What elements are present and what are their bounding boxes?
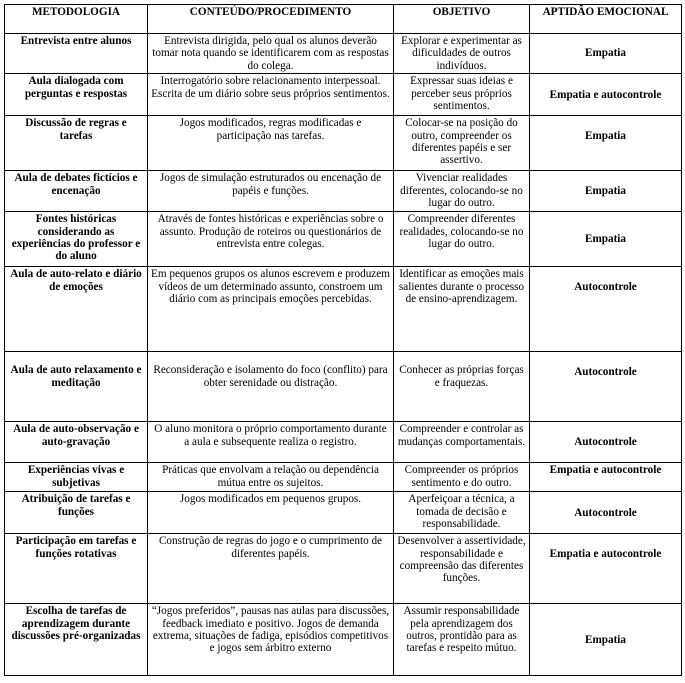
cell-objetivo: Desenvolver a assertividade, responsabilidade e compreensão das diferentes funções.: [394, 534, 530, 604]
cell-objetivo: Aperfeiçoar a técnica, a tomada de decisão e responsabilidade.: [394, 492, 530, 534]
cell-conteudo: Através de fontes históricas e experiências sobre o assunto. Produção de roteiros ou questionários de entrevista entre colegas.: [148, 212, 394, 267]
header-metodologia: METODOLOGIA: [5, 5, 148, 34]
header-objetivo: OBJETIVO: [394, 5, 530, 34]
cell-metodologia: Aula dialogada com perguntas e respostas: [5, 74, 148, 116]
cell-aptidao: Autocontrole: [530, 422, 682, 463]
cell-metodologia: Aula de auto relaxamento e meditação: [5, 352, 148, 422]
cell-objetivo: Identificar as emoções mais salientes durante o processo de ensino-aprendizagem.: [394, 267, 530, 352]
cell-objetivo: Explorar e experimentar as dificuldades de outros indivíduos.: [394, 34, 530, 74]
table-row: [5, 171, 682, 212]
cell-conteudo: Interrogatório sobre relacionamento interpessoal. Escrita de um diário sobre seus próprios sentimentos.: [148, 74, 394, 116]
table-row: [5, 492, 682, 534]
table-row: [5, 34, 682, 74]
cell-objetivo: Colocar-se na posição do outro, compreender os diferentes papéis e ser assertivo.: [394, 116, 530, 171]
cell-conteudo: O aluno monitora o próprio comportamento durante a aula e subsequente realiza o registro.: [148, 422, 394, 463]
cell-aptidao: Empatia: [530, 116, 682, 171]
cell-aptidao: Autocontrole: [530, 267, 682, 352]
cell-metodologia: Fontes históricas considerando as experiências do professor e do aluno: [5, 212, 148, 267]
cell-metodologia: Escolha de tarefas de aprendizagem durante discussões pré-organizadas: [5, 604, 148, 676]
cell-conteudo: Reconsideração e isolamento do foco (conflito) para obter serenidade ou distração.: [148, 352, 394, 422]
table-row: [5, 116, 682, 171]
cell-metodologia: Entrevista entre alunos: [5, 34, 148, 74]
cell-aptidao: Autocontrole: [530, 492, 682, 534]
cell-metodologia: Discussão de regras e tarefas: [5, 116, 148, 171]
cell-aptidao: Empatia: [530, 604, 682, 676]
cell-metodologia: Atribuição de tarefas e funções: [5, 492, 148, 534]
cell-metodologia: Participação em tarefas e funções rotativas: [5, 534, 148, 604]
cell-aptidao: Empatia e autocontrole: [530, 74, 682, 116]
table-row: [5, 422, 682, 463]
cell-objetivo: Compreender os próprios sentimento e do outro.: [394, 463, 530, 492]
cell-metodologia: Aula de auto-observação e auto-gravação: [5, 422, 148, 463]
cell-objetivo: Compreender diferentes realidades, colocando-se no lugar do outro.: [394, 212, 530, 267]
table-row: [5, 534, 682, 604]
cell-objetivo: Assumir responsabilidade pela aprendizagem dos outros, prontidão para as tarefas e respeito mútuo.: [394, 604, 530, 676]
cell-objetivo: Conhecer as próprias forças e fraquezas.: [394, 352, 530, 422]
cell-conteudo: Jogos modificados, regras modificadas e participação nas tarefas.: [148, 116, 394, 171]
cell-metodologia: Aula de auto-relato e diário de emoções: [5, 267, 148, 352]
table-row: [5, 463, 682, 492]
cell-conteudo: Construção de regras do jogo e o cumprimento de diferentes papéis.: [148, 534, 394, 604]
header-conteudo: CONTEÚDO/PROCEDIMENTO: [148, 5, 394, 34]
cell-objetivo: Vivenciar realidades diferentes, colocando-se no lugar do outro.: [394, 171, 530, 212]
cell-conteudo: Entrevista dirigida, pelo qual os alunos deverão tomar nota quando se identificarem com as respostas do colega.: [148, 34, 394, 74]
table-row: [5, 604, 682, 676]
cell-conteudo: Jogos modificados em pequenos grupos.: [148, 492, 394, 534]
table-row: [5, 74, 682, 116]
cell-conteudo: Práticas que envolvam a relação ou dependência mútua entre os sujeitos.: [148, 463, 394, 492]
cell-objetivo: Expressar suas ideias e perceber seus próprios sentimentos.: [394, 74, 530, 116]
cell-aptidao: Empatia e autocontrole: [530, 534, 682, 604]
cell-objetivo: Compreender e controlar as mudanças comportamentais.: [394, 422, 530, 463]
methodology-table: [4, 4, 682, 676]
cell-metodologia: Experiências vivas e subjetivas: [5, 463, 148, 492]
cell-aptidao: Empatia: [530, 34, 682, 74]
cell-conteudo: “Jogos preferidos”, pausas nas aulas para discussões, feedback imediato e positivo. Jogos de demanda extrema, situações de fadiga, episódios competitivos e jogos sem árbitro externo: [148, 604, 394, 676]
cell-conteudo: Em pequenos grupos os alunos escrevem e produzem vídeos de um determinado assunto, constroem um diário com as principais emoções percebidas.: [148, 267, 394, 352]
cell-aptidao: Autocontrole: [530, 352, 682, 422]
header-row: [5, 5, 682, 34]
cell-metodologia: Aula de debates fictícios e encenação: [5, 171, 148, 212]
table-row: [5, 352, 682, 422]
cell-aptidao: Empatia: [530, 212, 682, 267]
table-row: [5, 267, 682, 352]
cell-conteudo: Jogos de simulação estruturados ou encenação de papéis e funções.: [148, 171, 394, 212]
table-row: [5, 212, 682, 267]
cell-aptidao: Empatia e autocontrole: [530, 463, 682, 492]
header-aptidao: APTIDÃO EMOCIONAL: [530, 5, 682, 34]
cell-aptidao: Empatia: [530, 171, 682, 212]
